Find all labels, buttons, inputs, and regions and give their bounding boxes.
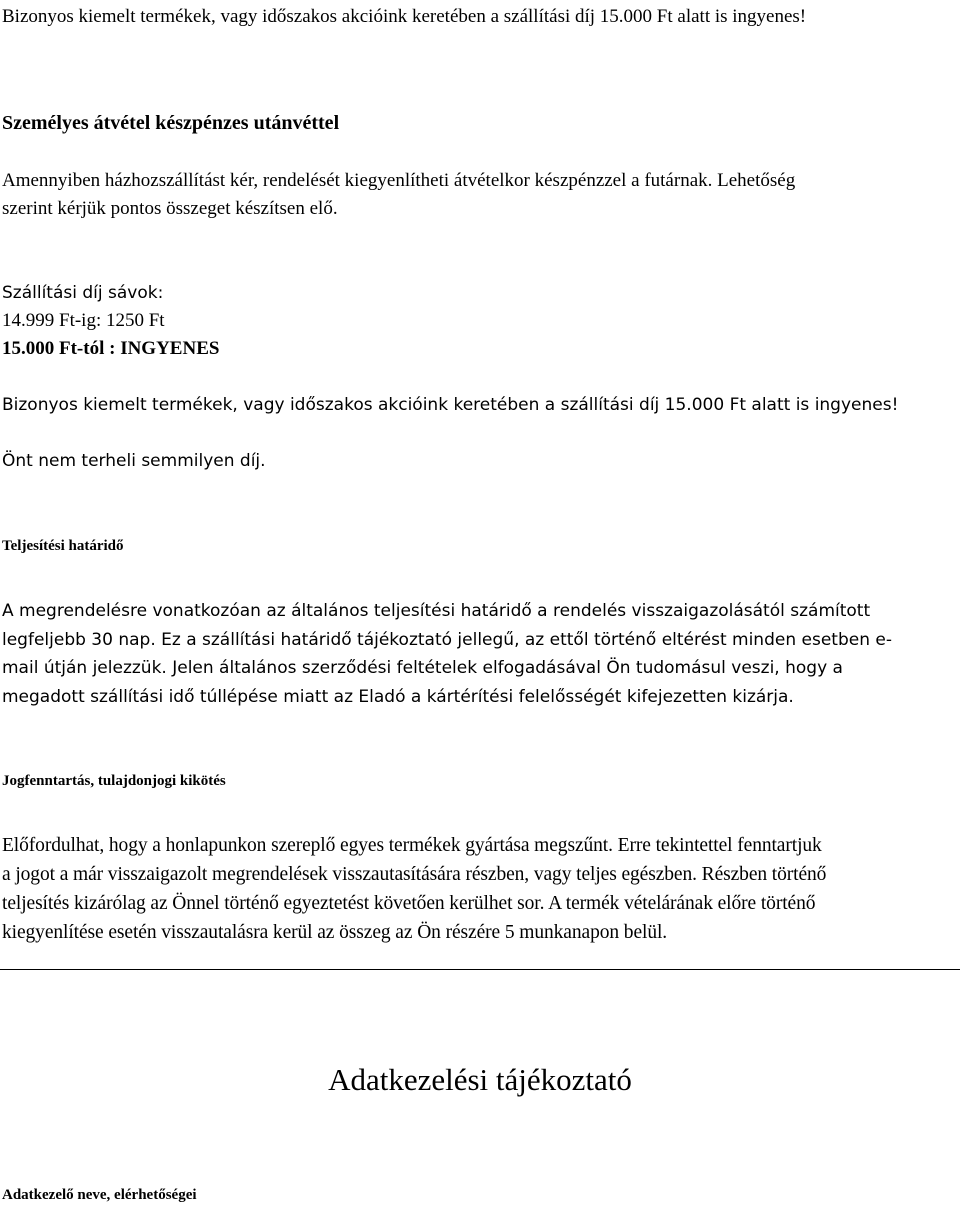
reservation-heading: Jogfenntartás, tulajdonjogi kikötés	[2, 773, 226, 789]
privacy-subheading: Adatkezelő neve, elérhetőségei	[2, 1187, 197, 1203]
shipping-fee-band-free: 15.000 Ft-tól : INGYENES	[2, 338, 220, 359]
fulfillment-line: mail útján jelezzük. Jelen általános szerződési feltételek elfogadásával Ön tudomásul veszi, hogy a	[2, 658, 843, 678]
cash-on-delivery-line: Amennyiben házhozszállítást kér, rendelését kiegyenlítheti átvételkor készpénzzel a futárnak. Lehetőség	[2, 170, 796, 191]
no-fee-text: Önt nem terheli semmilyen díj.	[2, 451, 266, 471]
reservation-line: Előfordulhat, hogy a honlapunkon szereplő egyes termékek gyártása megszűnt. Erre tekintettel fenntartjuk	[2, 835, 822, 856]
top-notice: Bizonyos kiemelt termékek, vagy időszakos akcióink keretében a szállítási díj 15.000 Ft alatt is ingyenes!	[2, 6, 807, 27]
reservation-line: kiegyenlítése esetén visszautalásra kerül az összeg az Ön részére 5 munkanapon belül.	[2, 922, 668, 943]
reservation-line: teljesítés kizárólag az Önnel történő egyeztetést követően kerülhet sor. A termék vételárának előre történő	[2, 893, 816, 914]
cash-on-delivery-line: szerint kérjük pontos összeget készítsen elő.	[2, 198, 338, 219]
fulfillment-line: A megrendelésre vonatkozóan az általános teljesítési határidő a rendelés visszaigazolásától számított	[2, 601, 871, 621]
fulfillment-heading: Teljesítési határidő	[2, 538, 124, 554]
reservation-line: a jogot a már visszaigazolt megrendelések visszautasítására részben, vagy teljes egészben. Részben történő	[2, 864, 827, 885]
shipping-fees-heading: Szállítási díj sávok:	[2, 283, 164, 303]
privacy-title: Adatkezelési tájékoztató	[328, 1062, 632, 1097]
shipping-notice: Bizonyos kiemelt termékek, vagy időszakos akcióink keretében a szállítási díj 15.000 Ft alatt is ingyenes!	[2, 395, 899, 415]
fulfillment-line: legfeljebb 30 nap. Ez a szállítási határidő tájékoztató jellegű, az ettől történő eltérést minden esetben e-	[2, 630, 892, 650]
cash-on-delivery-heading: Személyes átvétel készpénzes utánvéttel	[2, 112, 340, 134]
horizontal-divider	[0, 969, 960, 970]
fulfillment-line: megadott szállítási idő túllépése miatt az Eladó a kártérítési felelősségét kifejezetten kizárja.	[2, 687, 794, 707]
shipping-fee-band: 14.999 Ft-ig: 1250 Ft	[2, 310, 165, 331]
